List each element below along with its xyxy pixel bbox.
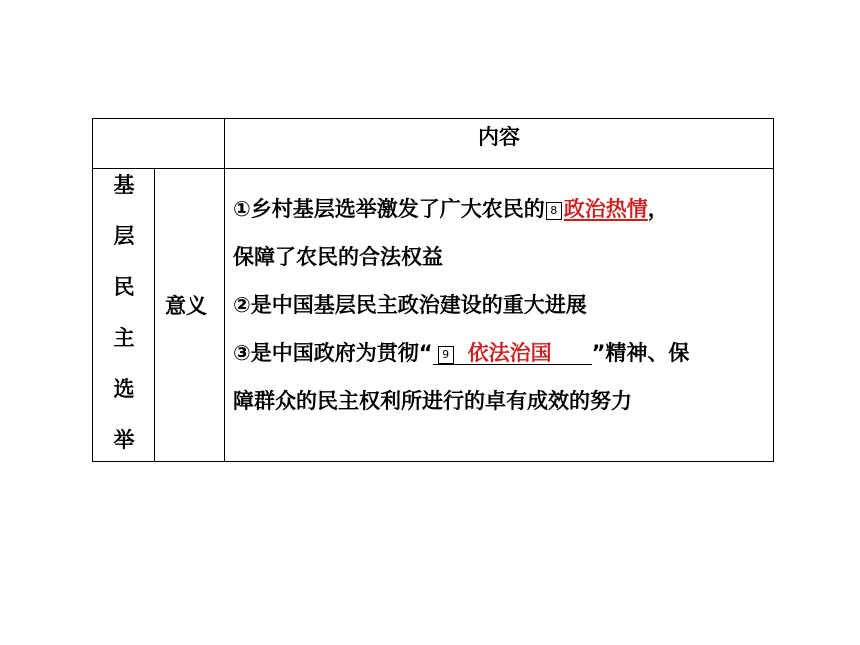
content-body — [233, 197, 778, 437]
answer-political-enthusiasm: 政治热情 — [563, 197, 648, 221]
row-label-char: 主 — [113, 326, 135, 350]
blank-number-8: 8 — [546, 202, 562, 220]
content-line-2: 保障了农民的合法权益 — [233, 245, 443, 269]
divider-col1 — [154, 169, 155, 462]
row-label-char: 举 — [113, 428, 135, 452]
divider-header — [93, 168, 773, 169]
line4-suffix: ”精神、保 — [591, 341, 690, 365]
content-line-3: ②是中国基层民主政治建设的重大进展 — [233, 293, 587, 317]
divider-col2 — [224, 119, 225, 462]
content-line-4 — [233, 341, 778, 389]
answer-rule-of-law: 依法治国 — [467, 341, 552, 365]
line4-prefix: ③是中国政府为贯彻“ — [233, 341, 433, 365]
sub-label-meaning: 意义 — [165, 294, 207, 318]
blank-number-9: 9 — [438, 346, 454, 364]
row-label-vertical — [103, 171, 145, 477]
header-label: 内容 — [478, 125, 520, 149]
content-table — [92, 118, 774, 462]
fill-blank-9 — [433, 342, 592, 365]
content-line-1 — [233, 197, 778, 245]
row-label-char: 基 — [113, 173, 135, 197]
line1-suffix: ， — [647, 197, 669, 221]
row-label-char: 选 — [113, 377, 135, 401]
row-label-char: 层 — [113, 224, 135, 248]
row-label-char: 民 — [113, 275, 135, 299]
line1-prefix: ①乡村基层选举激发了广大农民的 — [233, 197, 545, 221]
content-line-5: 障群众的民主权利所进行的卓有成效的努力 — [233, 389, 632, 413]
